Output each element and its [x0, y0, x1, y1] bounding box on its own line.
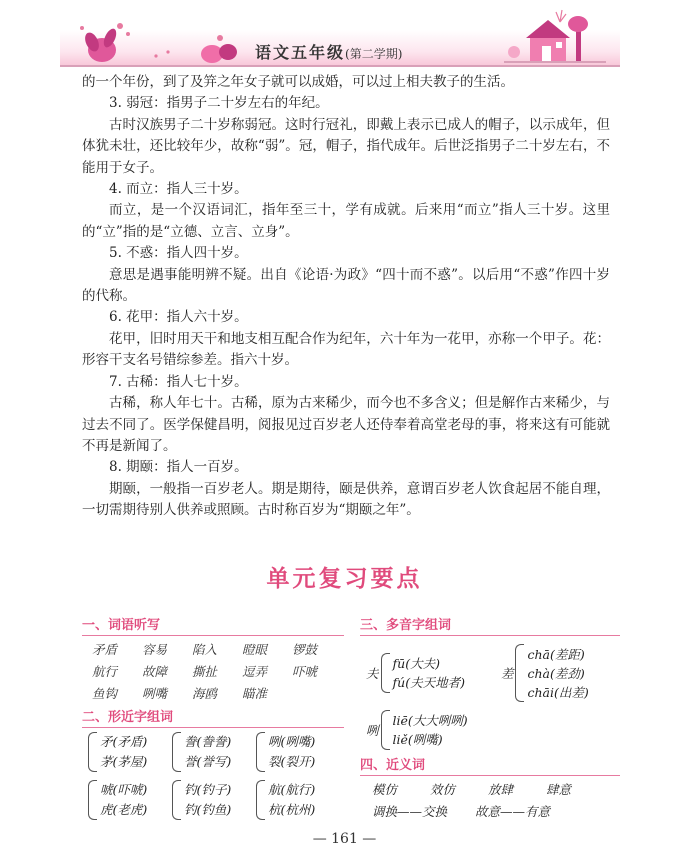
- item-heading-qiyi: 8. 期颐：指人一百岁。: [109, 459, 248, 476]
- similar-pair: [172, 780, 256, 820]
- review-left-column: [82, 612, 344, 826]
- body-text: [82, 72, 610, 522]
- vocab-row: [92, 640, 344, 658]
- item-heading-huajia: 6. 花甲：指人六十岁。: [109, 309, 248, 326]
- brace-mark: [256, 780, 265, 820]
- polyphonic-group: [366, 644, 465, 702]
- similar-pair: [88, 732, 172, 772]
- item-heading-guxi: 7. 古稀：指人七十岁。: [109, 373, 248, 390]
- polyphonic-char: 咧: [366, 723, 379, 738]
- similar-pair: [172, 732, 256, 772]
- paragraph-erli: 而立，是一个汉语词汇，指年至三十，学有成就。后来用“而立”指人三十岁。这里的“立”指的是“立德、立言、立身”。: [82, 202, 610, 240]
- polyphonic-group: [501, 644, 589, 702]
- brace-mark: [172, 780, 181, 820]
- polyphonic-reading: liē(大大咧咧): [392, 713, 468, 728]
- vocab-title: 一、词语听写: [82, 614, 344, 636]
- vocab-word: 锣鼓: [292, 642, 318, 657]
- paragraph-continuation: 的一个年份，到了及笄之年女子就可以成婚，可以过上相夫教子的生活。: [82, 74, 514, 90]
- paragraph-buhuo: 意思是遇事能明辨不疑。出自《论语·为政》“四十而不惑”。以后用“不惑”作四十岁的代称。: [82, 266, 610, 305]
- similar-word: 钓(钓鱼): [184, 802, 232, 817]
- brace-mark: [515, 644, 524, 702]
- synonyms-row: [372, 802, 620, 820]
- synonyms-row: [372, 780, 620, 798]
- vocab-word: 瞪眼: [242, 642, 268, 657]
- polyphonic-row: [360, 640, 620, 706]
- vocab-word: 航行: [92, 664, 118, 679]
- similar-word: 誉(誉写): [184, 754, 232, 769]
- vocab-word: 矛盾: [92, 642, 118, 657]
- synonym-word: 放肆: [488, 782, 514, 797]
- brace-mark: [88, 780, 97, 820]
- similar-pair: [88, 780, 172, 820]
- item-heading-ruoguan: 3. 弱冠：指男子二十岁左右的年纪。: [109, 95, 329, 112]
- similar-word: 裂(裂开): [268, 754, 316, 769]
- similar-pair: [256, 732, 340, 772]
- similar-word: 矛(矛盾): [100, 734, 148, 749]
- paragraph-ruoguan: 古时汉族男子二十岁称弱冠。这时行冠礼，即戴上表示已成人的帽子，以示成年，但体犹未壮，还比较年少，故称“弱”。冠，帽子，指代成年。后世泛指男子二十岁左右，不能用于女子。: [82, 116, 610, 176]
- polyphonic-title: 三、多音字组词: [360, 614, 620, 636]
- vocab-word: 容易: [142, 642, 168, 657]
- vocab-word: 逗弄: [242, 664, 268, 679]
- brace-mark: [88, 732, 97, 772]
- similar-pair: [256, 780, 340, 820]
- paragraph-huajia: 花甲，旧时用天干和地支相互配合作为纪年，六十年为一花甲，亦称一个甲子。花：形容干支名号错综参差。指六十岁。: [82, 330, 610, 369]
- paragraph-qiyi: 期颐，一般指一百岁老人。期是期待，颐是供养，意谓百岁老人饮食起居不能自理，一切需期待别人供养或照顾。古时称百岁为“期颐之年”。: [82, 480, 610, 519]
- similar-word: 钓(钓子): [184, 782, 232, 797]
- brace-mark: [381, 710, 390, 750]
- synonym-word: 肆意: [546, 782, 572, 797]
- brace-mark: [256, 732, 265, 772]
- similar-word: 航(航行): [268, 782, 316, 797]
- vocab-row: [92, 684, 344, 702]
- review-right-column: [360, 612, 620, 822]
- review-section-title: 单元复习要点: [266, 566, 423, 592]
- polyphonic-group: [366, 710, 620, 750]
- vocab-word: 吓唬: [292, 664, 318, 679]
- item-heading-erli: 4. 而立：指人三十岁。: [109, 181, 248, 198]
- vocab-word: 瞄准: [242, 686, 268, 701]
- similar-word: 唬(吓唬): [100, 782, 148, 797]
- polyphonic-char: 夫: [366, 666, 379, 681]
- paragraph-guxi: 古稀，称人年七十。古稀，原为古来稀少，而今也不多含义；但是解作古来稀少，与过去不同了。医学保健昌明，阅报见过百岁老人还侍奉着高堂老母的事，将来这有可能就不再是新闻了。: [82, 395, 610, 454]
- page-number: — 161 —: [312, 831, 377, 847]
- vocab-word: 咧嘴: [142, 686, 168, 701]
- synonym-word: 效仿: [430, 782, 456, 797]
- polyphonic-reading: chā(差距): [527, 646, 585, 662]
- header-title-sub: (第二学期): [345, 47, 403, 61]
- vocab-word: 陷入: [192, 642, 218, 657]
- synonyms-title: 四、近义词: [360, 754, 620, 776]
- polyphonic-reading: chāi(出差): [527, 684, 589, 700]
- header-title: [255, 40, 402, 63]
- vocab-row: [92, 662, 344, 680]
- similar-chars-row: [88, 732, 344, 778]
- polyphonic-reading: liě(咧嘴): [392, 732, 443, 747]
- header-title-main: 语文五年级: [255, 43, 346, 62]
- vocab-word: 海鸥: [192, 686, 218, 701]
- vocab-word: 鱼钩: [92, 686, 118, 701]
- item-heading-buhuo: 5. 不惑：指人四十岁。: [109, 245, 248, 262]
- brace-mark: [381, 653, 390, 693]
- similar-word: 虎(老虎): [100, 802, 148, 817]
- similar-word: 誊(誊誊): [184, 734, 232, 749]
- brace-mark: [172, 732, 181, 772]
- house-decoration-icon: [500, 6, 610, 66]
- synonym-pair: 故意——有意: [475, 804, 551, 819]
- similar-chars-row: [88, 780, 344, 826]
- similar-word: 杭(杭州): [268, 802, 316, 817]
- polyphonic-char: 差: [500, 666, 514, 681]
- flower-decoration-icon: [70, 8, 240, 66]
- polyphonic-reading: chà(差劲): [527, 665, 585, 681]
- vocab-word: 故障: [142, 664, 168, 679]
- synonym-pair: 调换——交换: [372, 804, 448, 819]
- vocab-word: 撕扯: [192, 664, 218, 679]
- similar-chars-title: 二、形近字组词: [82, 706, 344, 728]
- page-header: [0, 0, 689, 76]
- synonym-word: 模仿: [372, 782, 398, 797]
- polyphonic-reading: fú(夫天地者): [392, 675, 465, 690]
- similar-word: 茅(茅屋): [100, 754, 148, 769]
- similar-word: 咧(咧嘴): [268, 734, 316, 749]
- polyphonic-reading: fū(大夫): [392, 656, 440, 671]
